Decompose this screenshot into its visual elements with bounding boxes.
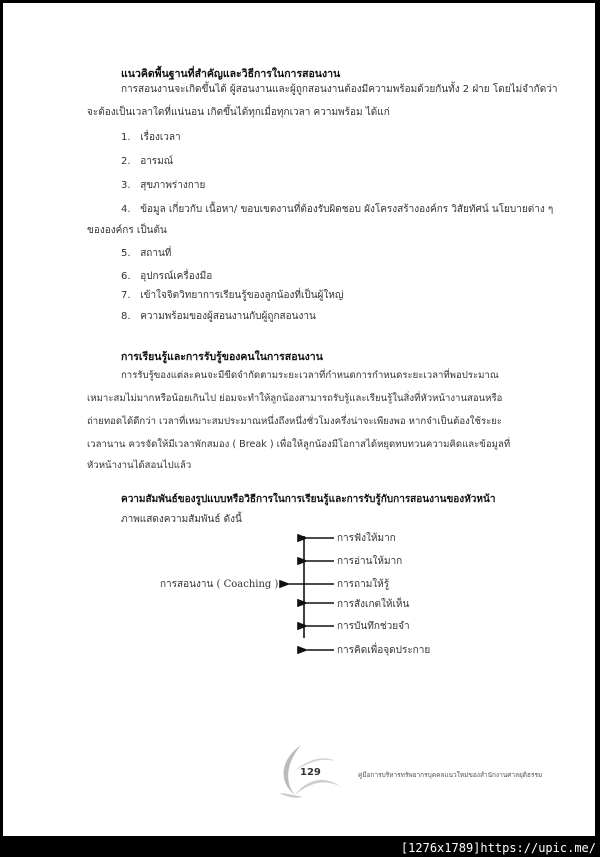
- list-text: เข้าใจจิตวิทยาการเรียนรู้ของลูกน้องที่เป็นผู้ใหญ่: [140, 290, 344, 301]
- list-number: 7.: [121, 290, 131, 301]
- coaching-diagram: [3, 3, 595, 836]
- diagram-branch-label: การถามให้รู้: [337, 579, 390, 590]
- list-number: 1.: [121, 132, 131, 143]
- paragraph-line: จะต้องเป็นเวลาใดที่แน่นอน เกิดขึ้นได้ทุกเมื่อทุกเวลา ความพร้อม ได้แก่: [87, 107, 390, 118]
- paragraph-line: เหมาะสมไม่มากหรือน้อยเกินไป ย่อมจะทำให้ลูกน้องสามารถรับรู้และเรียนรู้ในสิ่งที่หัวหน้างานสอนหรือ: [87, 393, 503, 404]
- list-number: 5.: [121, 248, 131, 259]
- list-number: 3.: [121, 180, 131, 191]
- list-text: อุปกรณ์เครื่องมือ: [140, 271, 213, 282]
- figure-caption: ภาพแสดงความสัมพันธ์ ดังนี้: [121, 514, 242, 525]
- image-info-overlay: [1276x1789]https://upic.me/: [400, 841, 596, 855]
- paragraph-line: การสอนงานจะเกิดขึ้นได้ ผู้สอนงานและผู้ถูกสอนงานต้องมีความพร้อมด้วยกันทั้ง 2 ฝ่าย โดยไม่จำกัดว่า: [121, 84, 558, 95]
- paragraph-line: เวลานาน ควรจัดให้มีเวลาพักสมอง ( Break ) เพื่อให้ลูกน้องมีโอกาสได้หยุดทบทวนความคิดและข้อมูลที่: [87, 439, 511, 450]
- list-text: ข้อมูล เกี่ยวกับ เนื้อหา/ ขอบเขตงานที่ต้องรับผิดชอบ ผังโครงสร้างองค์กร วิสัยทัศน์ นโยบายต่าง ๆ: [140, 204, 554, 215]
- list-number: 4.: [121, 204, 131, 215]
- list-item-continuation: ขององค์กร เป็นต้น: [87, 225, 167, 236]
- list-text: อารมณ์: [140, 156, 174, 167]
- diagram-branch-label: การอ่านให้มาก: [337, 556, 403, 567]
- footer-title: คู่มือการบริหารทรัพยากรบุคคลแนวใหม่ของสำนักงานศาลยุติธรรม: [358, 771, 543, 779]
- section-heading-basic-concepts: แนวคิดพื้นฐานที่สำคัญและวิธีการในการสอนงาน: [121, 68, 341, 80]
- diagram-branch-label: การสังเกตให้เห็น: [337, 599, 410, 610]
- diagram-branch-label: การคิดเพื่อจุดประกาย: [337, 645, 431, 656]
- list-text: ความพร้อมของผู้สอนงานกับผู้ถูกสอนงาน: [140, 311, 316, 322]
- list-text: สถานที่: [140, 248, 172, 259]
- list-number: 2.: [121, 156, 131, 167]
- paragraph-line: หัวหน้างานได้สอนไปแล้ว: [87, 460, 192, 471]
- section-heading-learning: การเรียนรู้และการรับรู้ของคนในการสอนงาน: [121, 351, 323, 363]
- diagram-branch-label: การฟังให้มาก: [337, 533, 396, 544]
- list-text: เรื่องเวลา: [140, 132, 181, 143]
- diagram-center-label: การสอนงาน ( Coaching ): [160, 579, 279, 590]
- paragraph-line: ถ่ายทอดได้ดีกว่า เวลาที่เหมาะสมประมาณหนึ่งถึงหนึ่งชั่วโมงครึ่งน่าจะเพียงพอ หากจำเป็นต้องใช้ระยะ: [87, 416, 503, 427]
- section-heading-relationship: ความสัมพันธ์ของรูปแบบหรือวิธีการในการเรียนรู้และการรับรู้กับการสอนงานของหัวหน้า: [121, 494, 496, 505]
- page-number: 129: [300, 767, 321, 778]
- paragraph-line: การรับรู้ของแต่ละคนจะมีขีดจำกัดตามระยะเวลาที่กำหนดการกำหนดระยะเวลาที่พอประมาณ: [121, 370, 499, 381]
- diagram-branch-label: การบันทึกช่วยจำ: [337, 621, 410, 632]
- document-page: [3, 3, 595, 836]
- list-number: 8.: [121, 311, 131, 322]
- list-text: สุขภาพร่างกาย: [140, 180, 206, 191]
- list-number: 6.: [121, 271, 131, 282]
